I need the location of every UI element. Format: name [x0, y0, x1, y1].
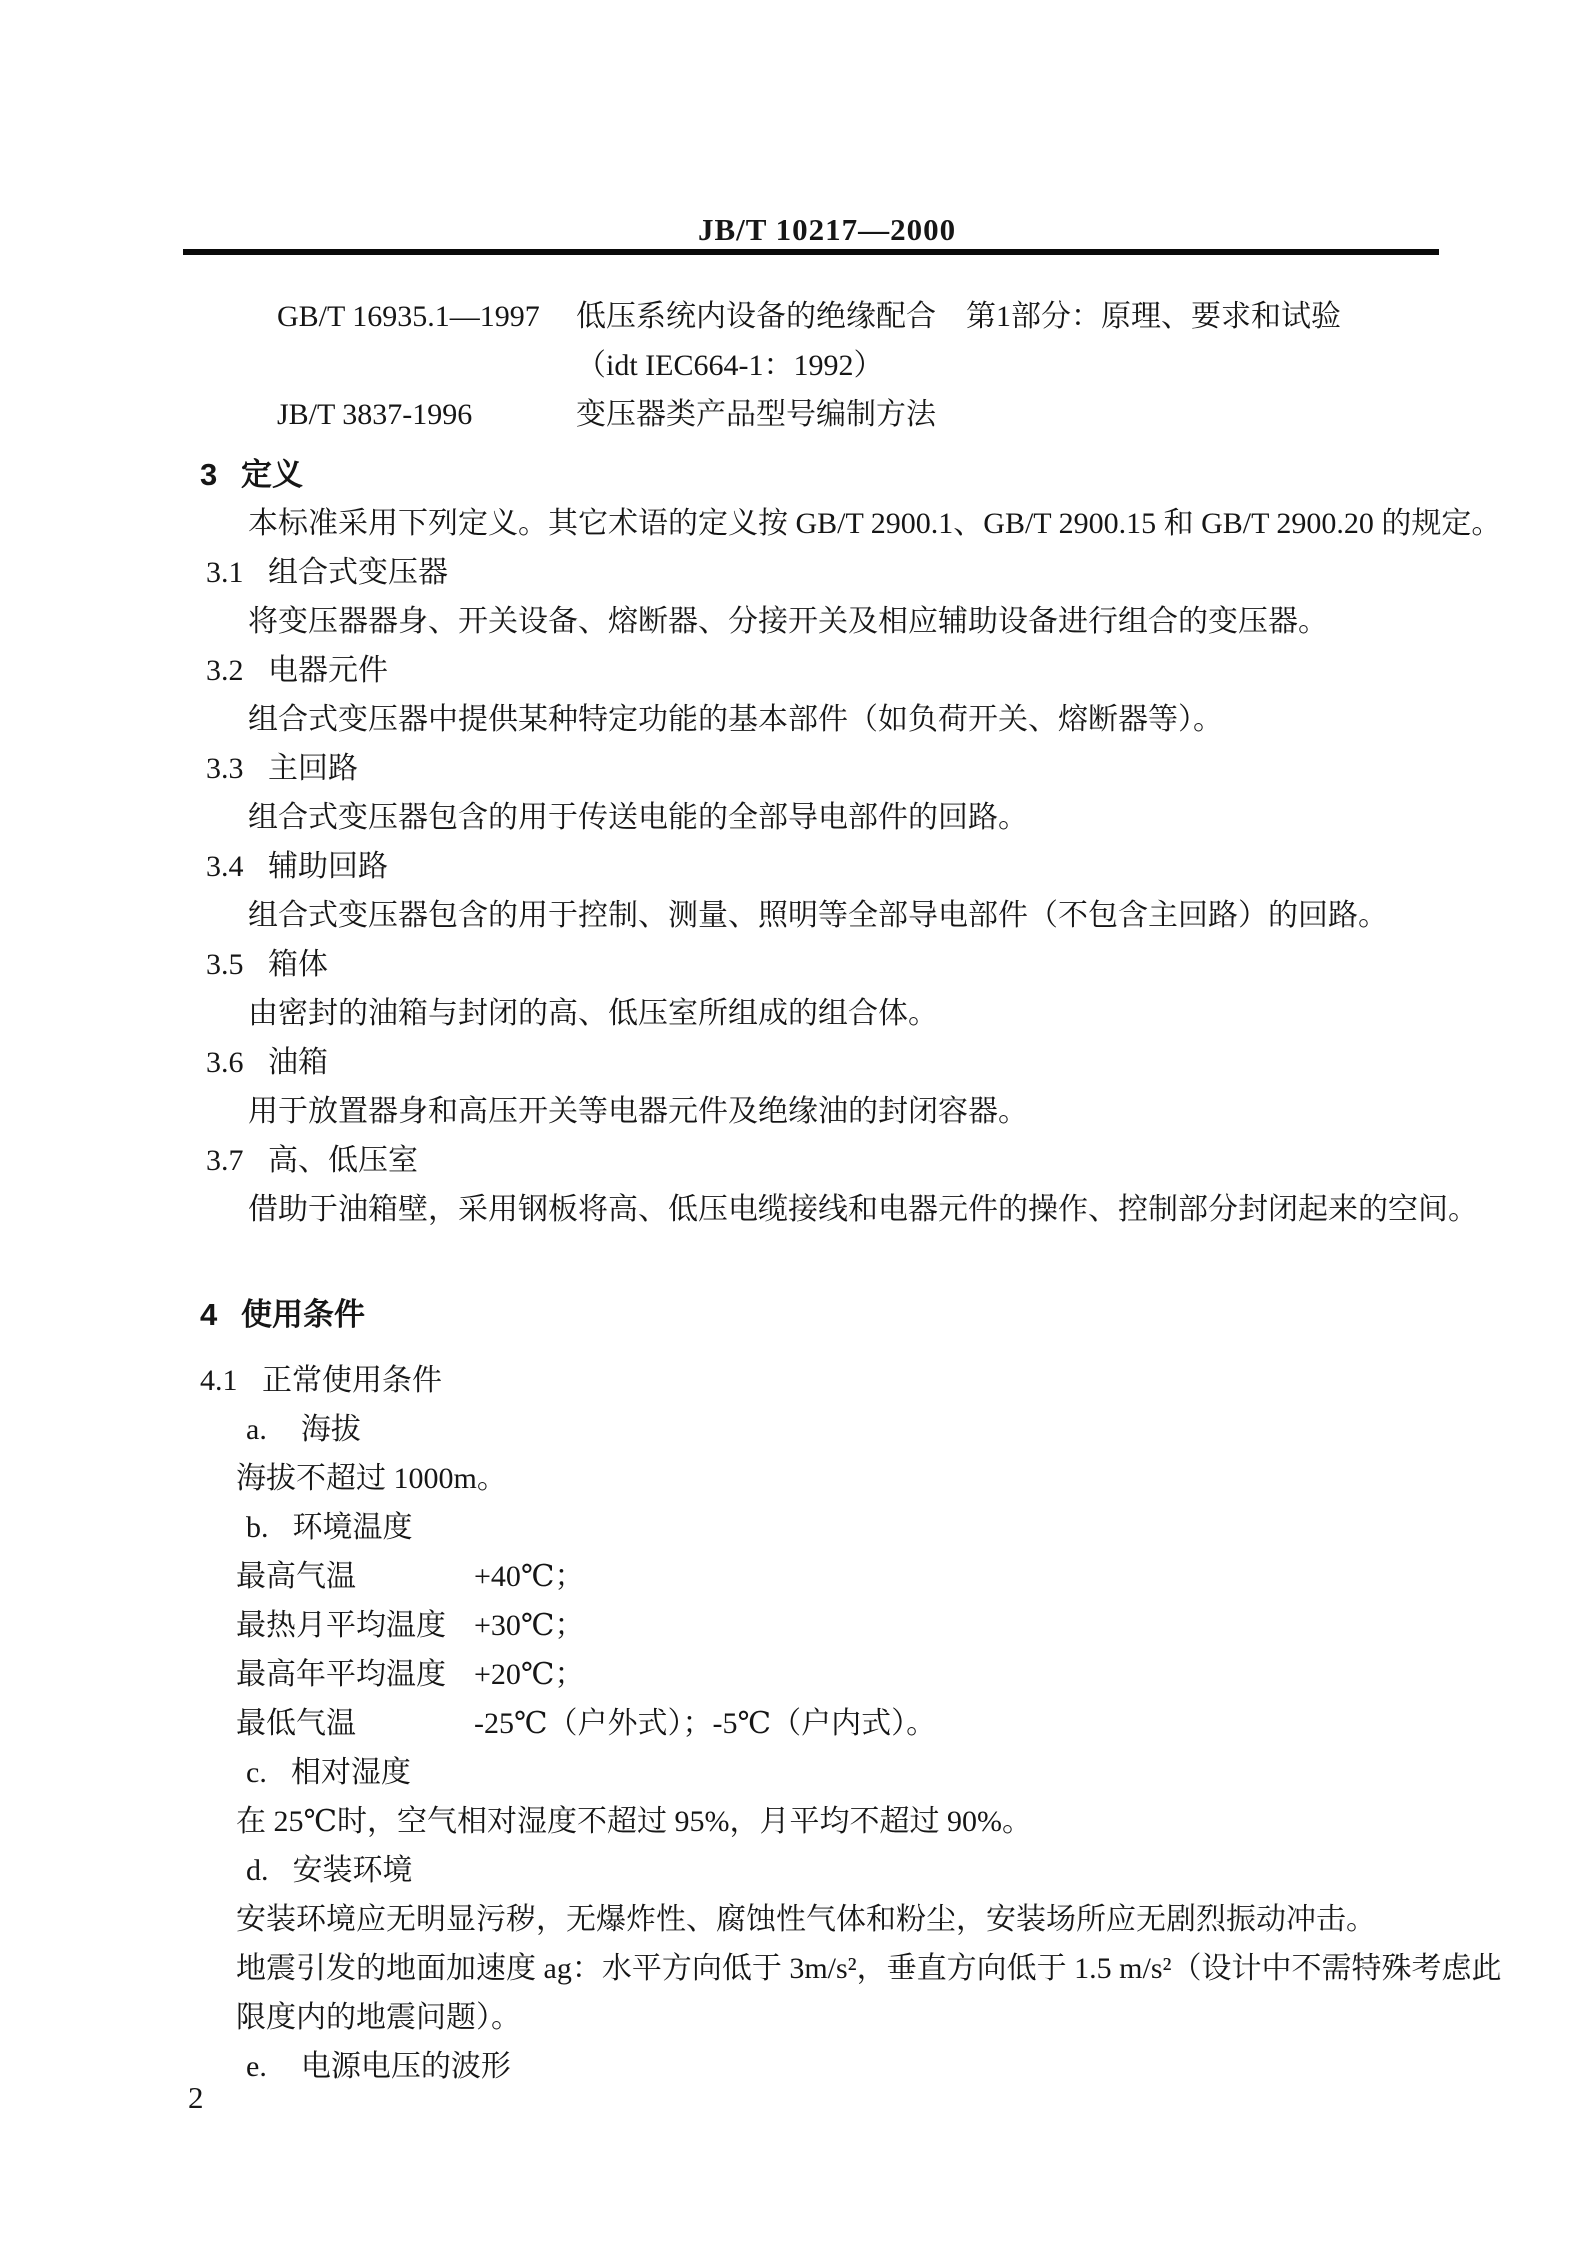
clause-3-2-body: 组合式变压器中提供某种特定功能的基本部件（如负荷开关、熔断器等）。	[248, 703, 1223, 736]
clause-number: 3.4	[206, 850, 244, 883]
clause-title: 组合式变压器	[268, 556, 448, 589]
clause-number: 3.5	[206, 948, 244, 981]
reference-title: 低压系统内设备的绝缘配合 第1部分：原理、要求和试验	[576, 300, 1341, 333]
clause-3-3-body: 组合式变压器包含的用于传送电能的全部导电部件的回路。	[248, 801, 1028, 834]
clause-title: 电器元件	[268, 654, 388, 687]
condition-row	[200, 1699, 1455, 1748]
reference-row	[200, 292, 1455, 341]
list-item-letter: d.	[246, 1854, 269, 1887]
document-standard-code: JB/T 10217—2000	[698, 212, 957, 247]
clause-3-1-heading	[200, 548, 1455, 597]
condition-value: +40℃；	[474, 1560, 585, 1593]
clause-title: 箱体	[268, 948, 328, 981]
reference-row	[200, 341, 1455, 390]
clause-3-4-heading	[200, 842, 1455, 891]
condition-value: +30℃；	[474, 1609, 585, 1642]
list-item-title: 相对湿度	[290, 1756, 411, 1789]
list-item-letter: c.	[246, 1756, 267, 1789]
reference-code: JB/T 3837-1996	[277, 398, 473, 431]
condition-name: 最高气温	[236, 1560, 356, 1593]
list-item-d-body-1: 安装环境应无明显污秽，无爆炸性、腐蚀性气体和粉尘，安装场所应无剧烈振动冲击。	[236, 1903, 1376, 1936]
reference-code: GB/T 16935.1—1997	[277, 300, 540, 333]
clause-number: 3.1	[206, 556, 244, 589]
list-item-d-body-2-line-1: 地震引发的地面加速度 ag：水平方向低于 3m/s²，垂直方向低于 1.5 m/s²（设计中不需特殊考虑此	[236, 1952, 1502, 1985]
page-content	[200, 292, 1502, 2091]
clause-title: 主回路	[268, 752, 358, 785]
list-item-letter: a.	[246, 1413, 267, 1446]
page-number: 2	[188, 2080, 204, 2115]
condition-name: 最热月平均温度	[236, 1609, 446, 1642]
clause-3-7-body: 借助于油箱壁，采用钢板将高、低压电缆接线和电器元件的操作、控制部分封闭起来的空间。	[248, 1193, 1478, 1226]
condition-row	[200, 1601, 1455, 1650]
section-number: 4	[200, 1297, 218, 1332]
clause-number: 3.6	[206, 1046, 244, 1079]
list-item-letter: e.	[246, 2050, 267, 2083]
reference-title: 变压器类产品型号编制方法	[576, 398, 936, 431]
condition-row	[200, 1552, 1455, 1601]
clause-number: 3.2	[206, 654, 244, 687]
clause-3-2-heading	[200, 646, 1455, 695]
clause-3-4-body: 组合式变压器包含的用于控制、测量、照明等全部导电部件（不包含主回路）的回路。	[248, 899, 1388, 932]
clause-3-1-body: 将变压器器身、开关设备、熔断器、分接开关及相应辅助设备进行组合的变压器。	[248, 605, 1328, 638]
section-4-heading	[200, 1290, 1455, 1339]
condition-row	[200, 1650, 1455, 1699]
section-3-heading	[200, 450, 1455, 499]
clause-3-5-body: 由密封的油箱与封闭的高、低压室所组成的组合体。	[248, 997, 938, 1030]
list-item-title: 电源电压的波形	[300, 2050, 511, 2083]
clause-number: 3.7	[206, 1144, 244, 1177]
clause-3-6-body: 用于放置器身和高压开关等电器元件及绝缘油的封闭容器。	[248, 1095, 1028, 1128]
clause-number: 3.3	[206, 752, 244, 785]
section-number: 3	[200, 457, 218, 492]
header-divider-rule	[183, 249, 1439, 255]
clause-title: 正常使用条件	[262, 1364, 442, 1397]
section-title: 定义	[241, 457, 303, 492]
condition-value: -25℃（户外式）；-5℃（户内式）。	[474, 1707, 937, 1740]
list-item-title: 环境温度	[292, 1511, 413, 1544]
list-item-letter: b.	[246, 1511, 269, 1544]
clause-3-6-heading	[200, 1038, 1455, 1087]
reference-title: （idt IEC664-1：1992）	[576, 349, 884, 382]
list-item-e	[200, 2042, 1455, 2091]
list-item-c-body: 在 25℃时，空气相对湿度不超过 95%，月平均不超过 90%。	[236, 1805, 1033, 1838]
clause-4-1-heading	[200, 1356, 1455, 1405]
list-item-c	[200, 1748, 1455, 1797]
list-item-b	[200, 1503, 1455, 1552]
reference-code	[200, 341, 576, 390]
clause-title: 油箱	[268, 1046, 328, 1079]
list-item-title: 安装环境	[292, 1854, 413, 1887]
condition-value: +20℃；	[474, 1658, 585, 1691]
clause-3-7-heading	[200, 1136, 1455, 1185]
clause-3-3-heading	[200, 744, 1455, 793]
clause-number: 4.1	[200, 1364, 238, 1397]
section-3-intro: 本标准采用下列定义。其它术语的定义按 GB/T 2900.1、GB/T 2900.15 和 GB/T 2900.20 的规定。	[248, 507, 1502, 540]
list-item-d-body-2-line-2: 限度内的地震问题）。	[236, 2001, 521, 2034]
list-item-d	[200, 1846, 1455, 1895]
condition-name: 最高年平均温度	[236, 1658, 446, 1691]
clause-title: 辅助回路	[268, 850, 388, 883]
list-item-a-body: 海拔不超过 1000m。	[236, 1462, 507, 1495]
clause-3-5-heading	[200, 940, 1455, 989]
list-item-title: 海拔	[300, 1413, 361, 1446]
section-title: 使用条件	[241, 1297, 365, 1332]
reference-row	[200, 390, 1455, 439]
clause-title: 高、低压室	[268, 1144, 418, 1177]
condition-name: 最低气温	[236, 1707, 356, 1740]
list-item-a	[200, 1405, 1455, 1454]
